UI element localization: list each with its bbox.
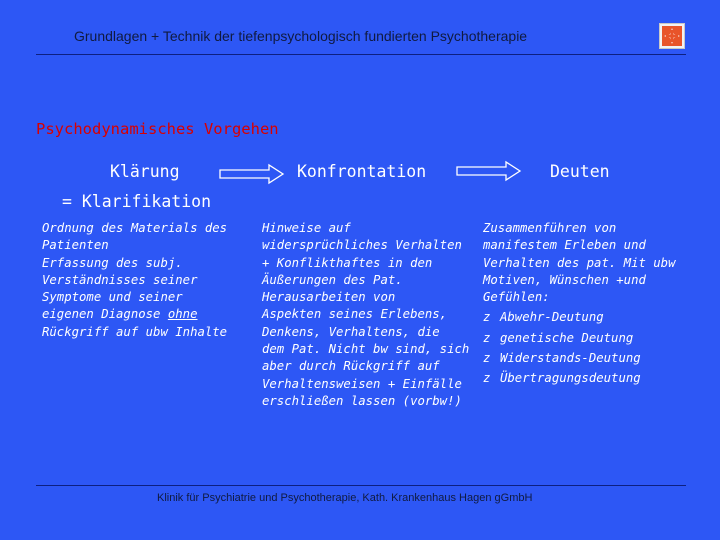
text-line: manifestem Erleben und [483, 238, 646, 253]
bullet-marker: z [483, 310, 491, 325]
text-line: dem Pat. Nicht bw sind, sich [262, 342, 470, 357]
text-line: Zusammenführen von [483, 221, 617, 235]
text-line: Verständnisses seiner [42, 272, 198, 287]
text-line [42, 306, 227, 323]
header-title: Grundlagen + Technik der tiefenpsychologisch fundierten Psychotherapie [74, 28, 528, 44]
bullet-text: Widerstands-Deutung [500, 351, 641, 366]
text-line: + Konflikthaftes in den [262, 255, 433, 270]
text-line: Ordnung des Materials des [42, 221, 228, 235]
bullet-item [483, 370, 676, 387]
step-deuten-title: Deuten [550, 162, 610, 181]
footer-text: Klinik für Psychiatrie und Psychotherapie, Kath. Krankenhaus Hagen gGmbH [157, 492, 533, 504]
underlined-word: ohne [167, 307, 198, 322]
text-line: Äußerungen des Pat. [262, 272, 403, 287]
text-line: Verhaltensweisen + Einfälle [262, 376, 462, 391]
bullet-item [483, 309, 676, 326]
bullet-text: Abwehr-Deutung [500, 310, 604, 325]
text-line: Gefühlen: [483, 290, 550, 305]
step-klaerung-subtitle: = Klarifikation [62, 192, 212, 211]
bullet-item [483, 350, 676, 367]
deuten-description [483, 220, 676, 388]
text-line: aber durch Rückgriff auf [262, 359, 440, 374]
konfrontation-description [262, 220, 469, 410]
double-right-arrow-icon [456, 160, 522, 182]
text-line: Symptome und seiner [42, 290, 183, 305]
footer-rule [36, 485, 686, 486]
text-line: Denkens, Verhaltens, die [262, 324, 440, 339]
text-line: Erfassung des subj. [42, 255, 183, 270]
step-klaerung-title: Klärung [110, 162, 180, 181]
bullet-item [483, 330, 676, 347]
bullet-marker: z [483, 351, 491, 366]
text-line: Hinweise auf [262, 221, 351, 235]
section-title: Psychodynamisches Vorgehen [36, 120, 279, 138]
double-right-arrow-icon [219, 163, 285, 185]
text-line: Motiven, Wünschen +und [483, 272, 646, 287]
text-line: Rückgriff auf ubw Inhalte [42, 324, 228, 339]
bullet-text: Übertragungsdeutung [500, 371, 641, 386]
hospital-cross-logo-icon [659, 23, 685, 49]
text-line: erschließen lassen (vorbw!) [262, 393, 462, 408]
header-rule [36, 54, 686, 55]
bullet-marker: z [483, 371, 491, 386]
text-line: Patienten [42, 238, 109, 253]
text-fragment: eigenen Diagnose [42, 307, 168, 322]
text-line: Aspekten seines Erlebens, [262, 307, 448, 322]
text-line: Herausarbeiten von [262, 290, 396, 305]
klaerung-description [42, 220, 227, 341]
step-konfrontation-title: Konfrontation [297, 162, 427, 181]
text-line: widersprüchliches Verhalten [262, 238, 462, 253]
bullet-marker: z [483, 330, 491, 345]
text-line: Verhalten des pat. Mit ubw [483, 255, 676, 270]
bullet-text: genetische Deutung [500, 330, 634, 345]
